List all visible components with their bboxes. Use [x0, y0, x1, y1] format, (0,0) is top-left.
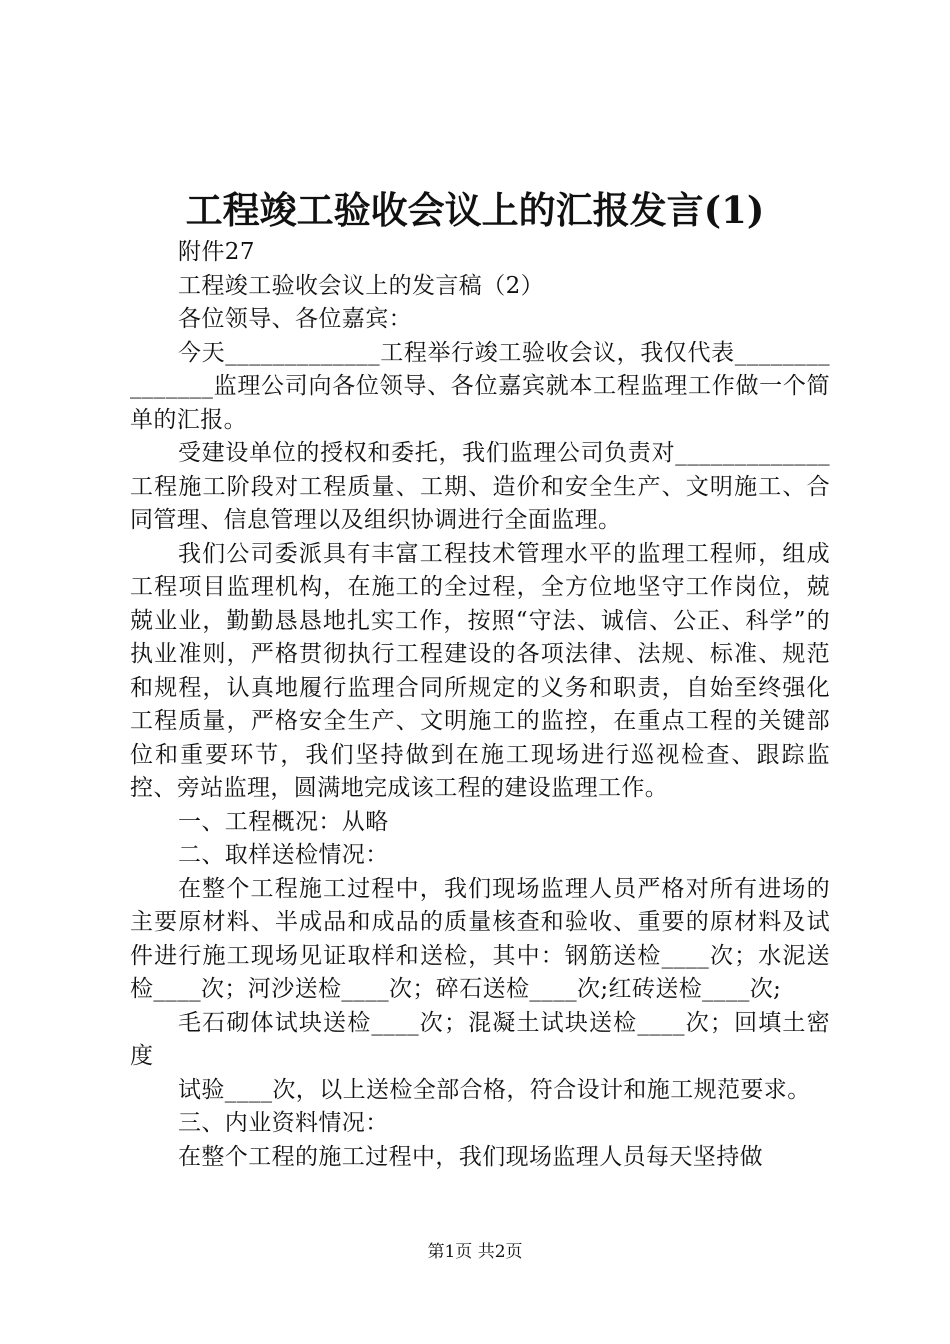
section-heading-overview: 一、工程概况：从略 [178, 808, 389, 835]
section-heading-records: 三、内业资料情况： [178, 1110, 389, 1136]
document-body [130, 236, 830, 1174]
subtitle: 工程竣工验收会议上的发言稿（2） [178, 272, 545, 299]
paragraph-intro: 今天_____________工程举行竣工验收会议，我仅代表_______________监理公司向各位领导、各位嘉宾就本工程监理工作做一个简单的汇报。 [130, 339, 830, 433]
paragraph-authorization: 受建设单位的授权和委托，我们监理公司负责对_____________工程施工阶段对工程质量、工期、造价和安全生产、文明施工、合同管理、信息管理以及组织协调进行全面监理。 [130, 440, 830, 533]
paragraph-supervision: 我们公司委派具有丰富工程技术管理水平的监理工程师，组成工程项目监理机构，在施工的全过程，全方位地坚守工作岗位，兢兢业业，勤勤恳恳地扎实工作，按照“守法、诚信、公正、科学”的执业准则，严格贯彻执行工程建设的各项法律、法规、标准、规范和规程，认真地履行监理合同所规定的义务和职责，自始至终强化工程质量，严格安全生产、文明施工的监控，在重点工程的关键部位和重要环节，我们坚持做到在施工现场进行巡视检查、跟踪监控、旁站监理，圆满地完成该工程的建设监理工作。 [130, 540, 830, 801]
salutation: 各位领导、各位嘉宾： [178, 306, 412, 332]
paragraph-records: 在整个工程的施工过程中，我们现场监理人员每天坚持做 [178, 1143, 763, 1170]
paragraph-sampling: 在整个工程施工过程中，我们现场监理人员严格对所有进场的主要原材料、半成品和成品的质量核查和验收、重要的原材料及试件进行施工现场见证取样和送检，其中：钢筋送检____次；水泥送检____次；河沙送检____次；碎石送检____次;红砖送检____次; [130, 875, 830, 1002]
attachment-number: 附件27 [178, 239, 255, 265]
paragraph-sampling-cont: 毛石砌体试块送检____次；混凝土试块送检____次；回填土密度 [130, 1009, 830, 1069]
page-footer: 第1页 共2页 [427, 1242, 523, 1262]
paragraph-sampling-result: 试验____次，以上送检全部合格，符合设计和施工规范要求。 [178, 1076, 811, 1103]
document-title: 工程竣工验收会议上的汇报发言(1) [185, 188, 765, 232]
section-heading-sampling: 二、取样送检情况： [178, 842, 389, 868]
